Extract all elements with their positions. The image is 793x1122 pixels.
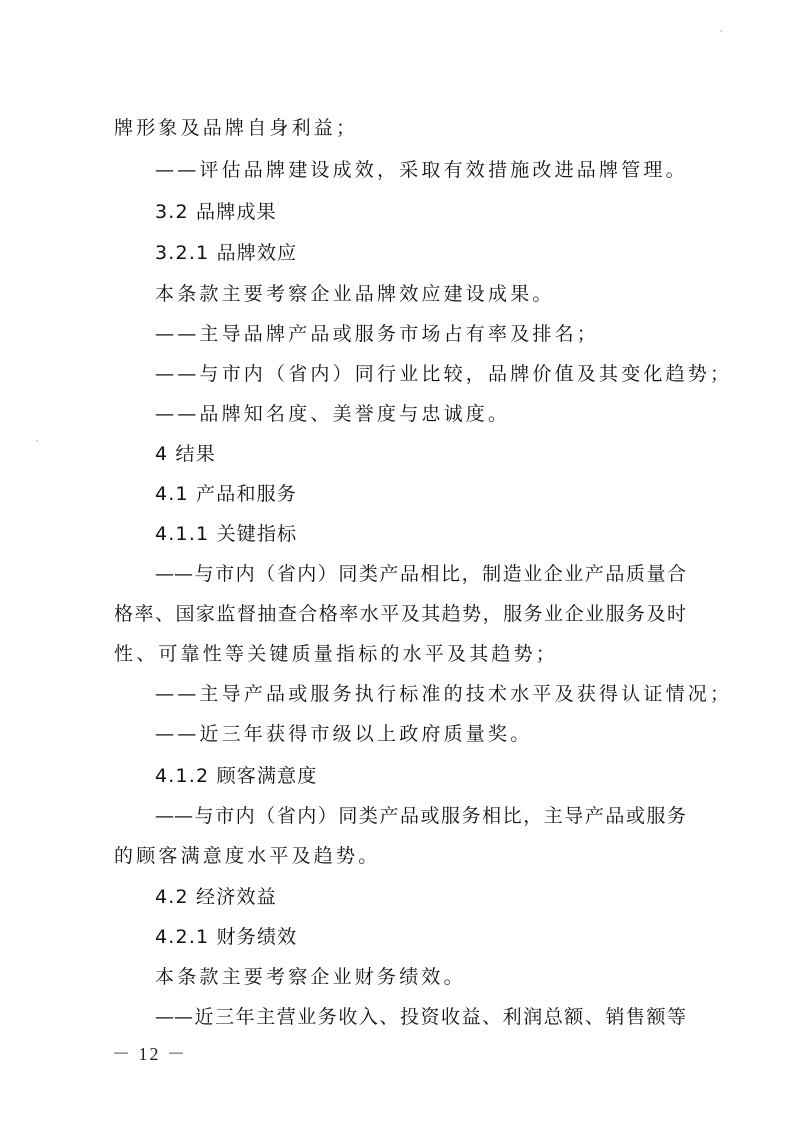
paragraph-line: 本条款主要考察企业品牌效应建设成果。	[155, 283, 555, 305]
scan-speck	[720, 30, 722, 32]
paragraph-line: 牌形象及品牌自身利益；	[114, 117, 359, 139]
list-item-bullet: ——近三年主营业务收入、投资收益、利润总额、销售额等	[155, 1006, 686, 1028]
section-heading-4-1: 4.1 产品和服务	[155, 483, 298, 505]
section-heading-4: 4 结果	[155, 443, 216, 465]
section-heading-3-2: 3.2 品牌成果	[155, 201, 277, 223]
list-item-bullet: ——主导品牌产品或服务市场占有率及排名；	[155, 323, 600, 345]
section-heading-4-2: 4.2 经济效益	[155, 886, 277, 908]
scan-speck	[36, 440, 38, 442]
page-number: － 12 －	[112, 1044, 187, 1064]
paragraph-line: 性、可靠性等关键质量指标的水平及其趋势；	[114, 643, 559, 665]
subsection-heading-4-1-2: 4.1.2 顾客满意度	[155, 765, 318, 787]
list-item-bullet: ——与市内（省内）同类产品或服务相比，主导产品或服务	[155, 805, 686, 827]
list-item-bullet: ——与市内（省内）同行业比较，品牌价值及其变化趋势；	[155, 363, 733, 385]
list-item-bullet: ——品牌知名度、美誉度与忠诚度。	[155, 403, 511, 425]
paragraph-line: 格率、国家监督抽查合格率水平及其趋势，服务业企业服务及时	[114, 603, 686, 625]
subsection-heading-4-1-1: 4.1.1 关键指标	[155, 523, 298, 545]
subsection-heading-4-2-1: 4.2.1 财务绩效	[155, 926, 298, 948]
subsection-heading-3-2-1: 3.2.1 品牌效应	[155, 242, 298, 264]
list-item-bullet: ——主导产品或服务执行标准的技术水平及获得认证情况；	[155, 683, 733, 705]
list-item-bullet: ——近三年获得市级以上政府质量奖。	[155, 723, 533, 745]
paragraph-line: 的顾客满意度水平及趋势。	[114, 845, 381, 867]
paragraph-line: 本条款主要考察企业财务绩效。	[155, 966, 466, 988]
list-item-bullet: ——与市内（省内）同类产品相比，制造业企业产品质量合	[155, 563, 686, 585]
list-item-bullet: ——评估品牌建设成效，采取有效措施改进品牌管理。	[155, 159, 688, 181]
